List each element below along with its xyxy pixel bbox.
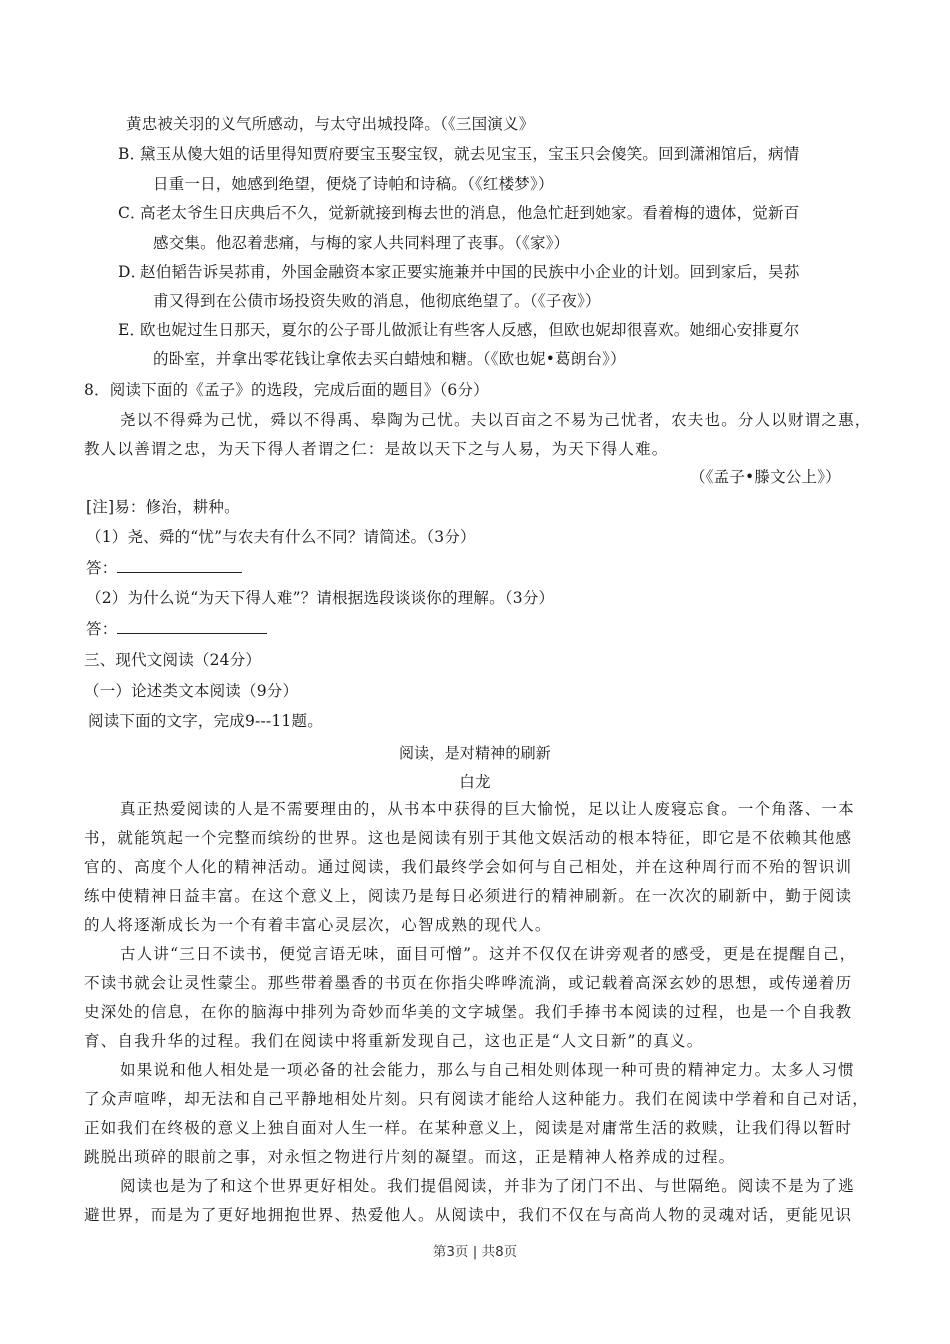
option-c-line1: 高老太爷生日庆典后不久，觉新就接到梅去世的消息，他急忙赶到她家。看着梅的遗体，觉新百 xyxy=(140,204,800,222)
question-8-sub2: （2）为什么说“为天下得人难”？请根据选段谈谈你的理解。（3分） xyxy=(86,589,555,607)
paragraph-4-line1: 阅读也是为了和这个世界更好相处。我们提倡阅读，并非为了闭门不出、与世隔绝。阅读不是为了逃 xyxy=(120,1177,855,1195)
option-b-label: B． xyxy=(118,145,146,163)
question-8-sub1: （1）尧、舜的“忧”与农夫有什么不同？请简述。（3分） xyxy=(86,528,476,546)
page-indicator: 第3页 | 共8页 xyxy=(432,1244,518,1260)
option-a-continuation: 黄忠被关羽的义气所感动，与太守出城投降。（《三国演义》 xyxy=(126,115,535,133)
paragraph-2-line3: 史深处的信息，在你的脑海中排列为奇妙而华美的文字城堡。我们手捧书本阅读的过程，也是一个自我教 xyxy=(84,1003,853,1021)
question-8-heading: 8．阅读下面的《孟子》的选段，完成后面的题目》（6分） xyxy=(84,381,489,399)
article-title: 阅读，是对精神的刷新 xyxy=(398,744,551,762)
reading-instruction: 阅读下面的文字，完成9---11题。 xyxy=(88,712,323,730)
option-c-line2: 感交集。他忍着悲痛，与梅的家人共同料理了丧事。（《家》） xyxy=(153,234,570,252)
paragraph-3-line2: 了众声喧哗，却无法和自己平静地相处片刻。只有阅读才能给人这种能力。我们在阅读中学着和自己对话， xyxy=(84,1090,869,1108)
paragraph-2-line2: 不读书就会让灵性蒙尘。那些带着墨香的书页在你指尖哗哗流淌，或记载着高深玄妙的思想，或传递着历 xyxy=(84,974,853,992)
option-b xyxy=(118,144,799,164)
paragraph-2-line1: 古人讲“三日不读书，便觉言语无味，面目可憎”。这并不仅仅在讲旁观者的感受，更是在提醒自己， xyxy=(120,945,857,963)
option-d-line2: 甫又得到在公债市场投资失败的消息，他彻底绝望了。（《子夜》） xyxy=(153,292,601,310)
option-d xyxy=(118,262,799,282)
option-e-line2: 的卧室，并拿出零花钱让拿侬去买白蜡烛和糖。（《欧也妮•葛朗台》） xyxy=(153,350,626,368)
paragraph-2-line4: 育、自我升华的过程。我们在阅读中将重新发现自己，这也正是“人文日新”的真义。 xyxy=(84,1032,704,1050)
answer-2-blank[interactable] xyxy=(117,619,267,634)
mencius-passage-line2: 教人以善谓之忠，为天下得人者谓之仁：是故以天下之与人易，为天下得人难。 xyxy=(84,440,669,458)
paragraph-3-line1: 如果说和他人相处是一项必备的社会能力，那么与自己相处则体现一种可贵的精神定力。太多人习惯 xyxy=(120,1061,855,1079)
option-b-line1: 黛玉从傻大姐的话里得知贾府要宝玉娶宝钗，就去见宝玉，宝玉只会傻笑。回到潇湘馆后，病情 xyxy=(140,145,800,163)
answer-1-label: 答： xyxy=(86,559,118,577)
article-author: 白龙 xyxy=(459,773,491,791)
mencius-source: （《孟子•滕文公上》） xyxy=(690,468,841,486)
section-3-subheading: （一）论述类文本阅读（9分） xyxy=(84,682,299,700)
section-3-heading: 三、现代文阅读（24分） xyxy=(84,651,262,669)
option-d-label: D． xyxy=(118,263,147,281)
paragraph-1-line1: 真正热爱阅读的人是不需要理由的，从书本中获得的巨大愉悦，足以让人废寝忘食。一个角落、一本 xyxy=(120,800,855,818)
paragraph-3-line3: 正如我们在终极的意义上独自面对人生一样。在某种意义上，阅读是对庸常生活的救赎，让我们得以暂时 xyxy=(84,1119,853,1137)
option-e-line1: 欧也妮过生日那天，夏尔的公子哥儿做派让有些客人反感，但欧也妮却很喜欢。她细心安排夏尔 xyxy=(140,321,800,339)
paragraph-1-line2: 书，就能筑起一个完整而缤纷的世界。这也是阅读有别于其他文娱活动的根本特征，即它是不依赖其他感 xyxy=(84,829,853,847)
answer-1-blank[interactable] xyxy=(117,558,242,573)
paragraph-3-line4: 跳脱出琐碎的眼前之事，对永恒之物进行片刻的凝望。而这，正是精神人格养成的过程。 xyxy=(84,1148,736,1166)
paragraph-4-line2: 避世界，而是为了更好地拥抱世界、热爱他人。从阅读中，我们不仅在与高尚人物的灵魂对话，更能见识 xyxy=(84,1206,853,1224)
paragraph-1-line5: 的人将逐渐成长为一个有着丰富心灵层次，心智成熟的现代人。 xyxy=(84,916,552,934)
option-b-line2: 日重一日，她感到绝望，便烧了诗帕和诗稿。（《红楼梦》） xyxy=(153,175,554,193)
answer-2 xyxy=(86,619,267,639)
option-e-label: E． xyxy=(118,321,146,339)
option-c-label: C． xyxy=(118,204,146,222)
paragraph-1-line4: 练中使精神日益丰富。在这个意义上，阅读乃是每日必须进行的精神刷新。在一次次的刷新中，勤于阅读 xyxy=(84,887,853,905)
option-e xyxy=(118,320,799,340)
answer-2-label: 答： xyxy=(86,620,118,638)
annotation-note: [注]易：修治，耕种。 xyxy=(86,498,240,516)
option-c xyxy=(118,203,799,223)
answer-1 xyxy=(86,558,242,578)
option-d-line1: 赵伯韬告诉吴荪甫，外国金融资本家正要实施兼并中国的民族中小企业的计划。回到家后，吴荪 xyxy=(140,263,800,281)
mencius-passage-line1: 尧以不得舜为己忧，舜以不得禹、皋陶为己忧。夫以百亩之不易为己忧者，农夫也。分人以财谓之惠， xyxy=(120,411,872,429)
paragraph-1-line3: 官的、高度个人化的精神活动。通过阅读，我们最终学会如何与自己相处，并在这种周行而不殆的智识训 xyxy=(84,858,853,876)
